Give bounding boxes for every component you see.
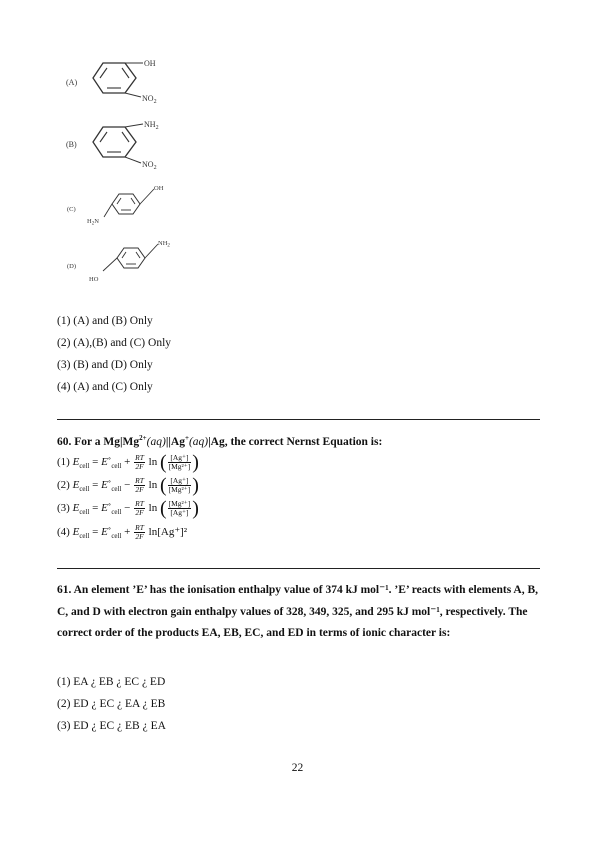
svg-text:NO2: $NO_2$	[142, 94, 157, 105]
structure-a-label: (A)	[66, 78, 78, 87]
structure-c	[67, 185, 164, 227]
q61-option-2: (2) ED ¿ EC ¿ EA ¿ EB	[57, 698, 166, 710]
structure-d	[67, 240, 170, 283]
structure-d-label: (D)	[67, 263, 77, 270]
structure-a-no: NO	[142, 94, 154, 103]
page-number: 22	[291, 762, 304, 774]
q59-option-3: (3) (B) and (D) Only	[57, 359, 153, 371]
q61-option-1: (1) EA ¿ EB ¿ EC ¿ ED	[57, 676, 166, 688]
structure-d-ho: HO	[89, 276, 99, 283]
q60-option-2: (2) $E_{cell} = E^\circ_{cell}$ − $\frac{RT}{2F}$ ln ( $\frac{[Ag^+]}{\text{[Mg²⁺]}}$ )	[57, 474, 199, 497]
structure-a	[66, 59, 157, 105]
structures-figure	[0, 0, 595, 300]
q61-stem: 61. An element ’E’ has the ionisation enthalpy value of 374 kJ mol⁻¹. ’E’ reacts with elements A, B, C, and D with electron gain enthalpy values of 328, 349, 325, and 295 kJ mol⁻¹, respectively. The correct order of the products EA, EB, EC, and ED in terms of ionic character is:	[57, 584, 539, 639]
structure-d-nh: NH	[158, 240, 168, 247]
svg-text:NH2: $NH_2$	[144, 120, 159, 131]
q60-option-3: (3) $E_{cell} = E^\circ_{cell}$ − $\frac{RT}{2F}$ ln ( $\frac{\text{[Mg²⁺]}}{[Ag^+]}$ )	[57, 497, 199, 520]
q59-option-4: (4) (A) and (C) Only	[57, 381, 153, 393]
structure-a-oh: OH	[144, 59, 156, 68]
svg-text:NO2: $NO_2$	[142, 160, 157, 171]
q60-option-4: (4) $E_{cell} = E^\circ_{cell}$ + $\frac{RT}{2F}$ ln[Ag⁺]²	[57, 523, 188, 541]
structure-b	[66, 120, 159, 171]
q60-option-1: (1) $E_{cell} = E^\circ_{cell}$ + $\frac{RT}{2F}$ ln ( $\frac{[Ag^+]}{\text{[Mg²⁺]}}$ )	[57, 451, 199, 474]
structure-c-h2n: H	[87, 218, 92, 225]
structure-b-label: (B)	[66, 140, 77, 149]
q60-stem: 60. For a $Mg|Mg^{2+}(aq)||Ag^+(aq)|Ag$, the correct Nernst Equation is:	[57, 434, 383, 448]
divider-1	[57, 419, 540, 420]
structure-c-oh: OH	[154, 185, 164, 192]
structure-b-nh: NH	[144, 120, 156, 129]
svg-text:H2N: $H_2N$	[87, 218, 99, 227]
structure-b-no: NO	[142, 160, 154, 169]
divider-2	[57, 568, 540, 569]
svg-text:NH2: $NH_2$	[158, 240, 170, 249]
q59-option-2: (2) (A),(B) and (C) Only	[57, 337, 172, 349]
structure-c-label: (C)	[67, 206, 76, 213]
q59-option-1: (1) (A) and (B) Only	[57, 315, 153, 327]
q61-option-3: (3) ED ¿ EC ¿ EB ¿ EA	[57, 720, 166, 732]
